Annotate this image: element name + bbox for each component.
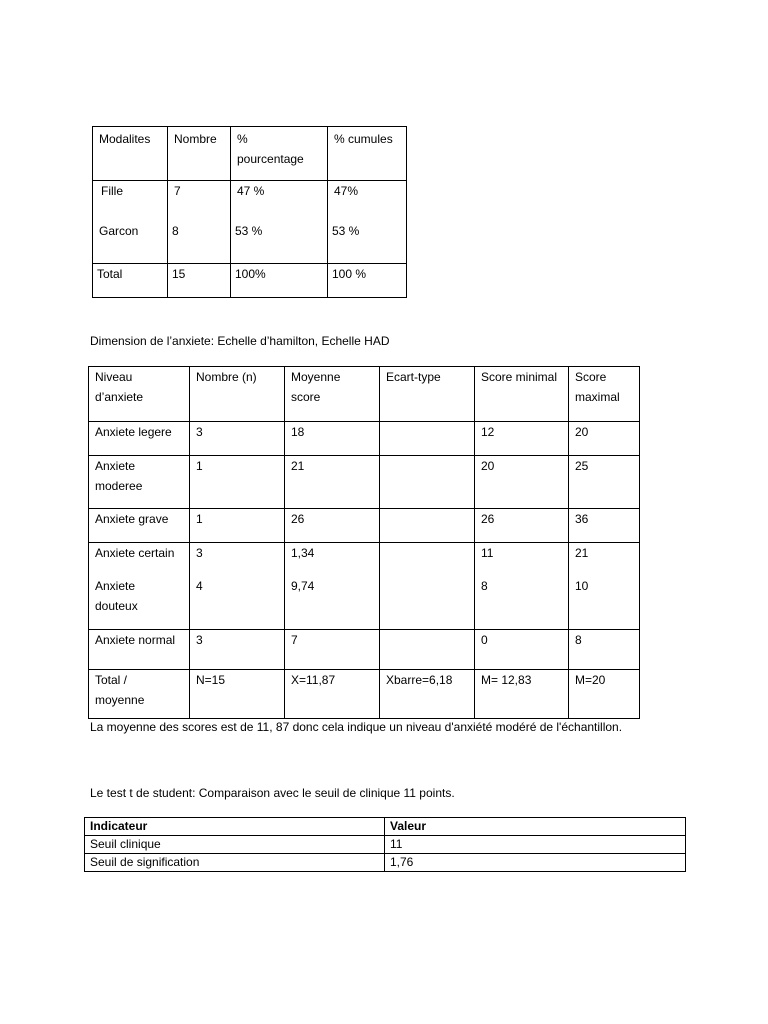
table-row: [89, 509, 640, 543]
cell-max: M=20: [569, 670, 640, 719]
ttest-title: Le test t de student: Comparaison avec le seuil de clinique 11 points.: [90, 786, 455, 800]
cell-ecart: [380, 422, 475, 456]
cell-n: 3: [190, 422, 285, 456]
header-ecart: Ecart-type: [380, 367, 475, 422]
table-header-row: [89, 367, 640, 422]
table-header-row: [85, 818, 686, 836]
cell-n: N=15: [190, 670, 285, 719]
anxiety-level-table: [88, 366, 640, 719]
cell-total-label: Total: [93, 264, 168, 298]
cell-indicateur: Seuil de signification: [85, 854, 385, 872]
cell-min: 26: [475, 509, 569, 543]
cell-min: 0: [475, 630, 569, 670]
header-niveau: Niveau d’anxiete: [89, 367, 190, 422]
cell-pct: 47 % 53 %: [231, 181, 328, 264]
table-header-row: [93, 127, 407, 181]
cell-moyenne: X=11,87: [285, 670, 380, 719]
table-row: [89, 630, 640, 670]
header-nombre: Nombre: [168, 127, 231, 181]
cell-nombre: 7 8: [168, 181, 231, 264]
cell-moyenne: 1,34 9,74: [285, 543, 380, 630]
cell-min: M= 12,83: [475, 670, 569, 719]
cell-n: 3: [190, 630, 285, 670]
cell-indicateur: Seuil clinique: [85, 836, 385, 854]
cell-n: 3 4: [190, 543, 285, 630]
table-row: [89, 422, 640, 456]
cell-max: 36: [569, 509, 640, 543]
cell-ecart: [380, 456, 475, 509]
cell-total-pct: 100%: [231, 264, 328, 298]
ttest-table: [84, 817, 686, 872]
cell-moyenne: 26: [285, 509, 380, 543]
conclusion-text: La moyenne des scores est de 11, 87 donc cela indique un niveau d'anxiété modéré de l'échantillon.: [90, 720, 623, 734]
table-row: [89, 456, 640, 509]
cell-moyenne: 21: [285, 456, 380, 509]
cell-ecart: [380, 630, 475, 670]
cell-ecart: [380, 543, 475, 630]
cell-niveau: Anxiete grave: [89, 509, 190, 543]
cell-n: 1: [190, 509, 285, 543]
cell-min: 12: [475, 422, 569, 456]
header-moyenne: Moyenne score: [285, 367, 380, 422]
table-row: [93, 181, 407, 264]
table-total-row: [89, 670, 640, 719]
table-row: [85, 836, 686, 854]
cell-max: 8: [569, 630, 640, 670]
header-indicateur: Indicateur: [85, 818, 385, 836]
cell-modalite: Fille Garcon: [93, 181, 168, 264]
cell-max: 21 10: [569, 543, 640, 630]
header-min: Score minimal: [475, 367, 569, 422]
cell-min: 11 8: [475, 543, 569, 630]
dimension-title: Dimension de l’anxiete: Echelle d’hamilton, Echelle HAD: [90, 334, 390, 348]
cell-moyenne: 18: [285, 422, 380, 456]
cell-niveau: Anxiete legere: [89, 422, 190, 456]
cell-max: 20: [569, 422, 640, 456]
cell-niveau: Anxiete normal: [89, 630, 190, 670]
gender-distribution-table: [92, 126, 407, 298]
cell-niveau: Anxiete moderee: [89, 456, 190, 509]
header-max: Score maximal: [569, 367, 640, 422]
cell-n: 1: [190, 456, 285, 509]
cell-valeur: 1,76: [385, 854, 686, 872]
cell-valeur: 11: [385, 836, 686, 854]
header-modalites: Modalites: [93, 127, 168, 181]
cell-ecart: Xbarre=6,18: [380, 670, 475, 719]
table-total-row: [93, 264, 407, 298]
cell-total-nombre: 15: [168, 264, 231, 298]
cell-max: 25: [569, 456, 640, 509]
cell-min: 20: [475, 456, 569, 509]
cell-total-cum: 100 %: [328, 264, 407, 298]
header-pourcentage: % pourcentage: [231, 127, 328, 181]
table-row: [89, 543, 640, 630]
cell-cumules: 47% 53 %: [328, 181, 407, 264]
cell-moyenne: 7: [285, 630, 380, 670]
header-nombre: Nombre (n): [190, 367, 285, 422]
cell-niveau: Total / moyenne: [89, 670, 190, 719]
header-cumules: % cumules: [328, 127, 407, 181]
header-valeur: Valeur: [385, 818, 686, 836]
cell-niveau: Anxiete certain Anxiete douteux: [89, 543, 190, 630]
table-row: [85, 854, 686, 872]
cell-ecart: [380, 509, 475, 543]
